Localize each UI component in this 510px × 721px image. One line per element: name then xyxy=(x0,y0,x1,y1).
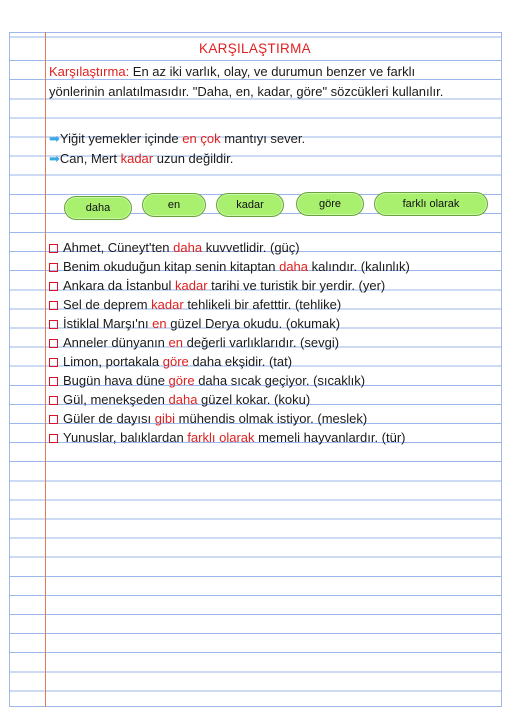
word-cloud-farkli-olarak: farklı olarak xyxy=(374,192,488,216)
definition-text-2: yönlerinin anlatılmasıdır. "Daha, en, kadar, göre" sözcükleri kullanılır. xyxy=(49,84,444,99)
checkbox-icon xyxy=(49,358,58,367)
definition-term: Karşılaştırma: xyxy=(49,64,130,79)
checkbox-icon xyxy=(49,320,58,329)
sentence-9: Gül, menekşeden daha güzel kokar. (koku) xyxy=(49,392,310,408)
checkbox-icon xyxy=(49,282,58,291)
checkbox-icon xyxy=(49,301,58,310)
definition-text-1: En az iki varlık, olay, ve durumun benzer ve farklı xyxy=(129,64,416,79)
word-cloud-kadar: kadar xyxy=(216,193,284,217)
sentence-4: Sel de deprem kadar tehlikeli bir afetttir. (tehlike) xyxy=(49,297,341,313)
sentence-5: İstiklal Marşı'nı en güzel Derya okudu. (okumak) xyxy=(49,316,340,332)
word-cloud-gore: göre xyxy=(296,192,364,216)
sentence-8: Bugün hava düne göre daha sıcak geçiyor. (sıcaklık) xyxy=(49,373,365,389)
example-1: ➡Yiğit yemekler içinde en çok mantıyı sever. xyxy=(49,131,306,146)
checkbox-icon xyxy=(49,434,58,443)
definition-line-1 xyxy=(49,64,415,80)
arrow-right-icon: ➡ xyxy=(49,151,60,166)
page-title: KARŞILAŞTIRMA xyxy=(199,41,311,56)
arrow-right-icon: ➡ xyxy=(49,131,60,146)
sentence-6: Anneler dünyanın en değerli varlıklarıdır. (sevgi) xyxy=(49,335,339,351)
word-cloud-en: en xyxy=(142,193,206,217)
checkbox-icon xyxy=(49,263,58,272)
margin-line xyxy=(45,32,46,707)
definition-line-2 xyxy=(49,84,443,100)
sentence-11: Yunuslar, balıklardan farklı olarak memeli hayvanlardır. (tür) xyxy=(49,430,406,446)
checkbox-icon xyxy=(49,377,58,386)
example-2: ➡Can, Mert kadar uzun değildir. xyxy=(49,151,234,166)
sentence-1: Ahmet, Cüneyt'ten daha kuvvetlidir. (güç) xyxy=(49,240,300,256)
checkbox-icon xyxy=(49,339,58,348)
sentence-2: Benim okuduğun kitap senin kitaptan daha kalındır. (kalınlık) xyxy=(49,259,410,275)
checkbox-icon xyxy=(49,415,58,424)
checkbox-icon xyxy=(49,396,58,405)
sentence-3: Ankara da İstanbul kadar tarihi ve turistik bir yerdir. (yer) xyxy=(49,278,385,294)
checkbox-icon xyxy=(49,244,58,253)
sentence-10: Güler de dayısı gibi mühendis olmak istiyor. (meslek) xyxy=(49,411,367,427)
sentence-7: Limon, portakala göre daha ekşidir. (tat) xyxy=(49,354,292,370)
word-cloud-daha: daha xyxy=(64,196,132,220)
